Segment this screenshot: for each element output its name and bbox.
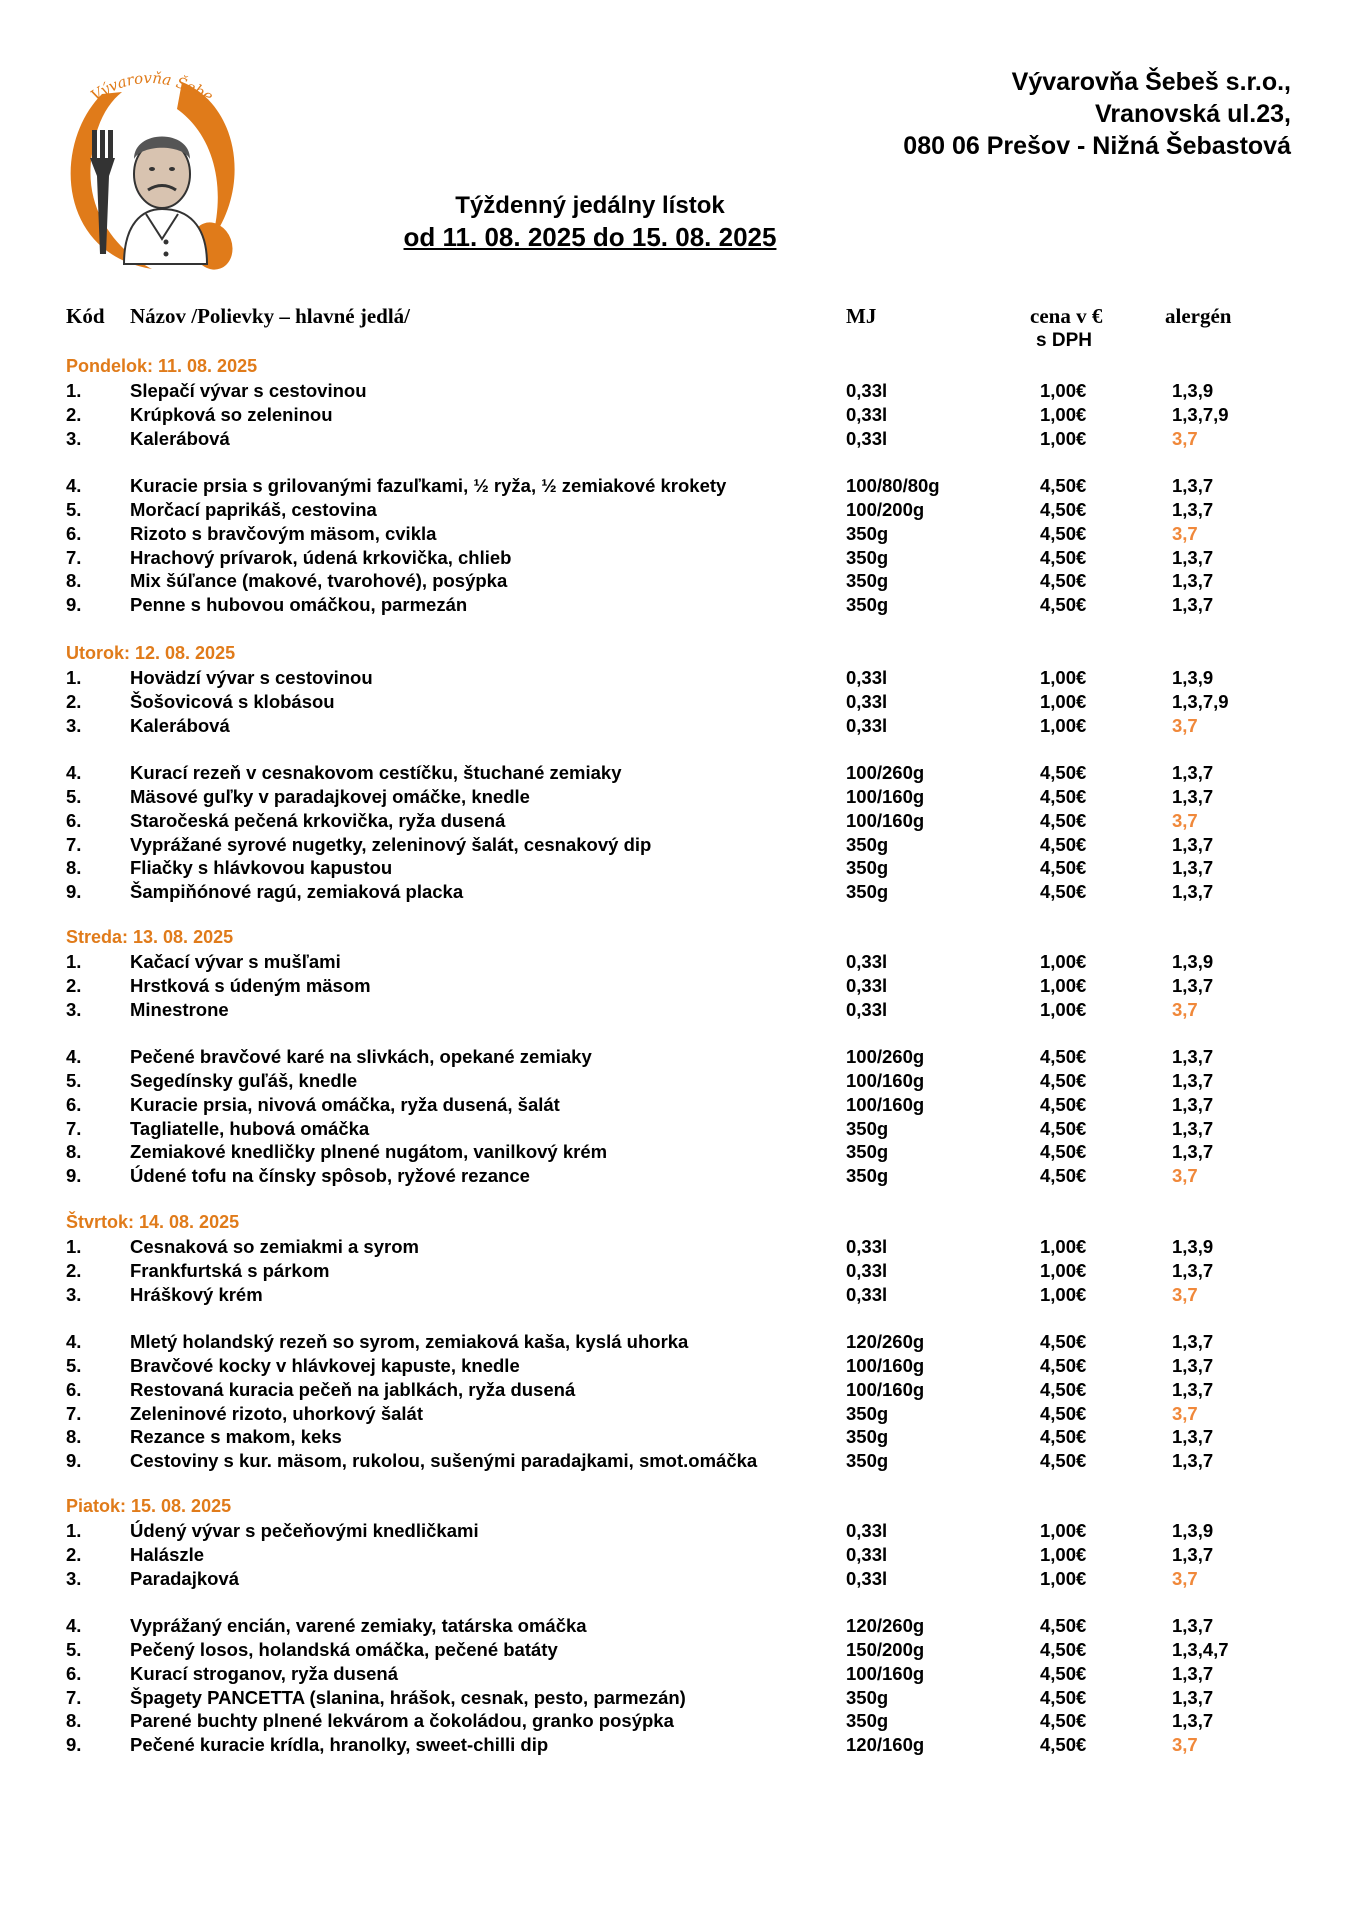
item-number: 9. — [66, 594, 82, 616]
item-number: 2. — [66, 974, 82, 996]
item-number: 2. — [66, 690, 82, 712]
item-allergens: 1,3,7 — [1172, 1141, 1214, 1163]
menu-item-row — [0, 1094, 1357, 1118]
item-price: 1,00€ — [1040, 1520, 1087, 1541]
item-allergens: 1,3,4,7 — [1172, 1639, 1229, 1660]
menu-item-row — [0, 1710, 1357, 1734]
item-unit: 0,33l — [846, 690, 888, 712]
item-allergens: 1,3,9 — [1172, 380, 1214, 401]
item-unit: 350g — [846, 1117, 889, 1139]
menu-item-row — [0, 881, 1357, 905]
item-allergens: 1,3,7 — [1172, 1686, 1214, 1708]
item-price: 1,00€ — [1040, 1567, 1087, 1589]
item-price: 4,50€ — [1040, 570, 1087, 592]
item-name: Údené tofu na čínsky spôsob, ryžové rezance — [130, 1165, 530, 1187]
item-name: Vyprážaný encián, varené zemiaky, tatárska omáčka — [130, 1615, 587, 1637]
item-price: 1,00€ — [1040, 690, 1087, 712]
item-unit: 0,33l — [846, 427, 888, 449]
column-header-code: Kód — [66, 304, 105, 328]
menu-item-row — [0, 380, 1357, 404]
item-allergens: 1,3,7 — [1172, 499, 1214, 520]
item-price: 4,50€ — [1040, 1426, 1087, 1448]
item-price: 4,50€ — [1040, 833, 1087, 855]
item-number: 8. — [66, 1710, 82, 1732]
menu-item-row — [0, 1639, 1357, 1663]
menu-item-row — [0, 1687, 1357, 1711]
item-unit: 100/160g — [846, 1355, 925, 1376]
item-price: 4,50€ — [1040, 762, 1087, 784]
item-name: Rezance s makom, keks — [130, 1426, 342, 1448]
menu-title — [340, 192, 840, 254]
item-name: Kurací rezeň v cesnakovom cestíčku, štuchané zemiaky — [130, 762, 622, 784]
item-allergens: 1,3,7 — [1172, 1662, 1214, 1684]
item-unit: 350g — [846, 1450, 889, 1472]
item-price: 4,50€ — [1040, 499, 1087, 520]
item-name: Segedínsky guľáš, knedle — [130, 1070, 358, 1091]
item-allergens: 1,3,7 — [1172, 833, 1214, 855]
item-number: 7. — [66, 833, 82, 855]
item-name: Parené buchty plnené lekvárom a čokoládou, granko posýpka — [130, 1710, 674, 1732]
item-name: Cesnaková so zemiakmi a syrom — [130, 1236, 419, 1257]
item-number: 8. — [66, 1141, 82, 1163]
day-heading: Pondelok: 11. 08. 2025 — [66, 356, 258, 376]
menu-item-row — [0, 1544, 1357, 1568]
item-number: 8. — [66, 857, 82, 879]
item-name: Údený vývar s pečeňovými knedličkami — [130, 1520, 479, 1541]
column-header-price: cena v € — [1030, 304, 1103, 328]
company-logo — [62, 64, 240, 274]
item-allergens: 1,3,7 — [1172, 762, 1214, 784]
company-address — [903, 66, 1291, 162]
item-unit: 350g — [846, 1426, 889, 1448]
item-price: 1,00€ — [1040, 1543, 1087, 1565]
item-price: 1,00€ — [1040, 1236, 1087, 1257]
company-street: Vranovská ul.23, — [1095, 100, 1291, 128]
item-unit: 0,33l — [846, 1567, 888, 1589]
company-name: Vývarovňa Šebeš s.r.o., — [1011, 68, 1291, 96]
item-price: 4,50€ — [1040, 1686, 1087, 1708]
item-number: 1. — [66, 951, 82, 972]
item-allergens: 3,7 — [1172, 1283, 1198, 1305]
item-number: 1. — [66, 380, 82, 401]
menu-item-row — [0, 594, 1357, 618]
item-number: 9. — [66, 1165, 82, 1187]
menu-item-row — [0, 715, 1357, 739]
item-name: Morčací paprikáš, cestovina — [130, 499, 377, 520]
item-allergens: 1,3,7 — [1172, 594, 1214, 616]
day-heading: Piatok: 15. 08. 2025 — [66, 1496, 232, 1516]
menu-item-row — [0, 1284, 1357, 1308]
item-name: Kurací stroganov, ryža dusená — [130, 1662, 398, 1684]
menu-item-row — [0, 428, 1357, 452]
item-name: Zeleninové rizoto, uhorkový šalát — [130, 1402, 423, 1424]
item-unit: 100/260g — [846, 762, 925, 784]
menu-item-row — [0, 667, 1357, 691]
menu-item-row — [0, 1118, 1357, 1142]
item-name: Fliačky s hlávkovou kapustou — [130, 857, 393, 879]
menu-item-row — [0, 1331, 1357, 1355]
item-allergens: 1,3,9 — [1172, 1520, 1214, 1541]
item-allergens: 1,3,7 — [1172, 857, 1214, 879]
item-name: Kuracie prsia, nivová omáčka, ryža dusená, šalát — [130, 1093, 560, 1115]
item-allergens: 1,3,7,9 — [1172, 403, 1229, 425]
chef-logo-icon — [62, 64, 240, 274]
menu-item-row — [0, 975, 1357, 999]
item-allergens: 1,3,7 — [1172, 1093, 1214, 1115]
menu-date-range: od 11. 08. 2025 do 15. 08. 2025 — [403, 222, 777, 252]
item-name: Paradajková — [130, 1567, 240, 1589]
item-unit: 0,33l — [846, 951, 888, 972]
item-name: Cestoviny s kur. mäsom, rukolou, sušenými paradajkami, smot.omáčka — [130, 1450, 758, 1472]
item-allergens: 1,3,7 — [1172, 1259, 1214, 1281]
item-number: 2. — [66, 1543, 82, 1565]
item-name: Mix šúľance (makové, tvarohové), posýpka — [130, 570, 508, 592]
item-allergens: 3,7 — [1172, 1567, 1198, 1589]
item-number: 3. — [66, 714, 82, 736]
item-allergens: 1,3,7,9 — [1172, 690, 1229, 712]
item-allergens: 1,3,7 — [1172, 881, 1214, 903]
item-name: Zemiakové knedličky plnené nugátom, vanilkový krém — [130, 1141, 608, 1163]
item-number: 7. — [66, 1686, 82, 1708]
item-number: 7. — [66, 1402, 82, 1424]
item-price: 4,50€ — [1040, 881, 1087, 903]
item-price: 4,50€ — [1040, 1710, 1087, 1732]
item-price: 4,50€ — [1040, 1662, 1087, 1684]
item-allergens: 1,3,7 — [1172, 1355, 1214, 1376]
item-allergens: 1,3,7 — [1172, 1331, 1214, 1353]
item-price: 4,50€ — [1040, 1402, 1087, 1424]
menu-item-row — [0, 1355, 1357, 1379]
item-number: 5. — [66, 1639, 82, 1660]
item-name: Kuracie prsia s grilovanými fazuľkami, ½ ryža, ½ zemiakové krokety — [130, 475, 727, 497]
item-unit: 350g — [846, 881, 889, 903]
item-number: 4. — [66, 1615, 82, 1637]
menu-item-row — [0, 857, 1357, 881]
item-number: 3. — [66, 1283, 82, 1305]
item-price: 1,00€ — [1040, 380, 1087, 401]
item-price: 4,50€ — [1040, 786, 1087, 807]
item-allergens: 3,7 — [1172, 1734, 1198, 1756]
item-unit: 0,33l — [846, 1283, 888, 1305]
item-unit: 0,33l — [846, 714, 888, 736]
item-unit: 350g — [846, 522, 889, 544]
item-name: Mäsové guľky v paradajkovej omáčke, knedle — [130, 786, 530, 807]
item-unit: 0,33l — [846, 667, 888, 688]
item-number: 6. — [66, 1378, 82, 1400]
item-price: 4,50€ — [1040, 1734, 1087, 1756]
item-name: Rizoto s bravčovým mäsom, cvikla — [130, 522, 437, 544]
item-unit: 120/260g — [846, 1331, 925, 1353]
item-name: Staročeská pečená krkovička, ryža dusená — [130, 809, 506, 831]
item-price: 1,00€ — [1040, 667, 1087, 688]
day-heading: Utorok: 12. 08. 2025 — [66, 643, 236, 663]
item-price: 4,50€ — [1040, 1093, 1087, 1115]
item-price: 4,50€ — [1040, 594, 1087, 616]
item-price: 4,50€ — [1040, 1331, 1087, 1353]
item-name: Kalerábová — [130, 714, 230, 736]
item-name: Minestrone — [130, 998, 229, 1020]
item-unit: 100/160g — [846, 809, 925, 831]
item-name: Slepačí vývar s cestovinou — [130, 380, 367, 401]
menu-item-row — [0, 1046, 1357, 1070]
item-number: 3. — [66, 998, 82, 1020]
item-number: 5. — [66, 1355, 82, 1376]
item-unit: 100/260g — [846, 1046, 925, 1068]
item-price: 4,50€ — [1040, 1639, 1087, 1660]
item-unit: 350g — [846, 570, 889, 592]
menu-title-main: Týždenný jedálny lístok — [455, 192, 725, 219]
item-number: 9. — [66, 1450, 82, 1472]
item-unit: 0,33l — [846, 1236, 888, 1257]
menu-item-row — [0, 1379, 1357, 1403]
menu-item-row — [0, 762, 1357, 786]
item-price: 4,50€ — [1040, 1450, 1087, 1472]
item-name: Špagety PANCETTA (slanina, hrášok, cesnak, pesto, parmezán) — [130, 1686, 686, 1708]
item-price: 1,00€ — [1040, 714, 1087, 736]
menu-item-row — [0, 1260, 1357, 1284]
item-number: 6. — [66, 1662, 82, 1684]
item-price: 4,50€ — [1040, 1378, 1087, 1400]
item-allergens: 1,3,7 — [1172, 1710, 1214, 1732]
item-unit: 120/160g — [846, 1734, 925, 1756]
item-unit: 100/160g — [846, 1070, 925, 1091]
item-price: 4,50€ — [1040, 1070, 1087, 1091]
item-number: 9. — [66, 1734, 82, 1756]
item-name: Šošovicová s klobásou — [130, 690, 335, 712]
item-number: 2. — [66, 403, 82, 425]
item-name: Kačací vývar s mušľami — [130, 951, 341, 972]
menu-item-row — [0, 810, 1357, 834]
menu-item-row — [0, 499, 1357, 523]
item-unit: 100/160g — [846, 1662, 925, 1684]
item-unit: 350g — [846, 857, 889, 879]
item-allergens: 1,3,7 — [1172, 1378, 1214, 1400]
item-number: 8. — [66, 1426, 82, 1448]
item-price: 4,50€ — [1040, 1615, 1087, 1637]
item-number: 9. — [66, 881, 82, 903]
item-number: 7. — [66, 546, 82, 568]
item-allergens: 1,3,7 — [1172, 1117, 1214, 1139]
menu-item-row — [0, 786, 1357, 810]
item-unit: 120/260g — [846, 1615, 925, 1637]
item-unit: 100/160g — [846, 1093, 925, 1115]
item-name: Šampiňónové ragú, zemiaková placka — [130, 881, 464, 903]
item-allergens: 1,3,7 — [1172, 1070, 1214, 1091]
menu-item-row — [0, 1426, 1357, 1450]
item-number: 4. — [66, 1331, 82, 1353]
item-unit: 0,33l — [846, 1520, 888, 1541]
menu-item-row — [0, 1520, 1357, 1544]
company-city: 080 06 Prešov - Nižná Šebastová — [903, 132, 1291, 160]
item-unit: 350g — [846, 1141, 889, 1163]
menu-item-row — [0, 999, 1357, 1023]
item-name: Hráškový krém — [130, 1283, 263, 1305]
item-price: 4,50€ — [1040, 1046, 1087, 1068]
item-allergens: 1,3,7 — [1172, 1615, 1214, 1637]
item-price: 4,50€ — [1040, 475, 1087, 497]
item-price: 4,50€ — [1040, 522, 1087, 544]
item-unit: 350g — [846, 546, 889, 568]
item-unit: 0,33l — [846, 1543, 888, 1565]
logo-arc-text: Vývarovňa Šebe — [87, 68, 217, 106]
menu-item-row — [0, 1734, 1357, 1758]
item-name: Vyprážané syrové nugetky, zeleninový šalát, cesnakový dip — [130, 833, 652, 855]
item-allergens: 1,3,7 — [1172, 786, 1214, 807]
column-header-name: Názov /Polievky – hlavné jedlá/ — [130, 304, 410, 328]
item-price: 1,00€ — [1040, 974, 1087, 996]
item-allergens: 3,7 — [1172, 998, 1198, 1020]
item-price: 1,00€ — [1040, 998, 1087, 1020]
menu-item-row — [0, 570, 1357, 594]
menu-item-row — [0, 523, 1357, 547]
item-number: 4. — [66, 475, 82, 497]
day-heading: Štvrtok: 14. 08. 2025 — [66, 1212, 240, 1232]
item-price: 1,00€ — [1040, 427, 1087, 449]
item-name: Penne s hubovou omáčkou, parmezán — [130, 594, 468, 616]
menu-item-row — [0, 1236, 1357, 1260]
item-name: Pečené kuracie krídla, hranolky, sweet-chilli dip — [130, 1734, 549, 1756]
item-name: Bravčové kocky v hlávkovej kapuste, knedle — [130, 1355, 520, 1376]
item-allergens: 1,3,7 — [1172, 546, 1214, 568]
item-number: 4. — [66, 1046, 82, 1068]
item-allergens: 3,7 — [1172, 522, 1198, 544]
item-allergens: 1,3,7 — [1172, 1046, 1214, 1068]
item-name: Hovädzí vývar s cestovinou — [130, 667, 373, 688]
item-allergens: 1,3,7 — [1172, 1426, 1214, 1448]
item-number: 5. — [66, 499, 82, 520]
day-heading: Streda: 13. 08. 2025 — [66, 927, 234, 947]
item-number: 4. — [66, 762, 82, 784]
item-number: 2. — [66, 1259, 82, 1281]
menu-item-row — [0, 834, 1357, 858]
item-allergens: 1,3,7 — [1172, 974, 1214, 996]
item-name: Krúpková so zeleninou — [130, 403, 333, 425]
item-unit: 0,33l — [846, 1259, 888, 1281]
item-allergens: 3,7 — [1172, 1165, 1198, 1187]
item-unit: 100/160g — [846, 1378, 925, 1400]
item-price: 4,50€ — [1040, 546, 1087, 568]
column-header-mj: MJ — [846, 304, 877, 328]
item-unit: 350g — [846, 1402, 889, 1424]
item-allergens: 1,3,9 — [1172, 951, 1214, 972]
menu-item-row — [0, 691, 1357, 715]
item-number: 8. — [66, 570, 82, 592]
menu-item-row — [0, 1615, 1357, 1639]
item-name: Hrachový prívarok, údená krkovička, chlieb — [130, 546, 512, 568]
item-unit: 100/80/80g — [846, 475, 940, 497]
item-allergens: 1,3,9 — [1172, 667, 1214, 688]
item-price: 1,00€ — [1040, 1259, 1087, 1281]
item-number: 3. — [66, 427, 82, 449]
item-name: Tagliatelle, hubová omáčka — [130, 1117, 370, 1139]
item-allergens: 1,3,7 — [1172, 570, 1214, 592]
menu-item-row — [0, 951, 1357, 975]
menu-item-row — [0, 1663, 1357, 1687]
menu-item-row — [0, 404, 1357, 428]
item-name: Mletý holandský rezeň so syrom, zemiaková kaša, kyslá uhorka — [130, 1331, 689, 1353]
item-price: 4,50€ — [1040, 1141, 1087, 1163]
item-name: Halászle — [130, 1543, 205, 1565]
item-unit: 150/200g — [846, 1639, 925, 1660]
item-number: 6. — [66, 809, 82, 831]
menu-item-row — [0, 547, 1357, 571]
item-unit: 0,33l — [846, 998, 888, 1020]
item-allergens: 1,3,7 — [1172, 475, 1214, 497]
item-number: 1. — [66, 1236, 82, 1257]
item-price: 4,50€ — [1040, 809, 1087, 831]
menu-item-row — [0, 1450, 1357, 1474]
item-name: Hrstková s údeným mäsom — [130, 974, 371, 996]
item-price: 4,50€ — [1040, 1355, 1087, 1376]
item-unit: 100/200g — [846, 499, 925, 520]
item-price: 1,00€ — [1040, 951, 1087, 972]
item-name: Pečený losos, holandská omáčka, pečené batáty — [130, 1639, 558, 1660]
item-name: Frankfurtská s párkom — [130, 1259, 330, 1281]
item-number: 3. — [66, 1567, 82, 1589]
item-allergens: 3,7 — [1172, 1402, 1198, 1424]
item-number: 1. — [66, 667, 82, 688]
item-allergens: 3,7 — [1172, 809, 1198, 831]
item-price: 4,50€ — [1040, 857, 1087, 879]
menu-item-row — [0, 1403, 1357, 1427]
item-number: 6. — [66, 1093, 82, 1115]
item-unit: 350g — [846, 1165, 889, 1187]
item-unit: 100/160g — [846, 786, 925, 807]
item-name: Kalerábová — [130, 427, 230, 449]
item-number: 5. — [66, 1070, 82, 1091]
item-number: 7. — [66, 1117, 82, 1139]
menu-item-row — [0, 1141, 1357, 1165]
item-allergens: 3,7 — [1172, 714, 1198, 736]
item-unit: 350g — [846, 1710, 889, 1732]
item-price: 1,00€ — [1040, 1283, 1087, 1305]
item-price: 1,00€ — [1040, 403, 1087, 425]
item-allergens: 1,3,7 — [1172, 1450, 1214, 1472]
item-name: Pečené bravčové karé na slivkách, opekané zemiaky — [130, 1046, 592, 1068]
item-unit: 350g — [846, 1686, 889, 1708]
item-unit: 0,33l — [846, 403, 888, 425]
item-unit: 350g — [846, 594, 889, 616]
item-unit: 0,33l — [846, 974, 888, 996]
menu-item-row — [0, 1568, 1357, 1592]
item-number: 5. — [66, 786, 82, 807]
item-unit: 350g — [846, 833, 889, 855]
menu-item-row — [0, 1165, 1357, 1189]
item-name: Restovaná kuracia pečeň na jablkách, ryža dusená — [130, 1378, 576, 1400]
column-header-allergen: alergén — [1165, 304, 1232, 328]
item-number: 1. — [66, 1520, 82, 1541]
item-unit: 0,33l — [846, 380, 888, 401]
item-allergens: 1,3,7 — [1172, 1543, 1214, 1565]
item-price: 4,50€ — [1040, 1165, 1087, 1187]
item-allergens: 3,7 — [1172, 427, 1198, 449]
item-price: 4,50€ — [1040, 1117, 1087, 1139]
item-allergens: 1,3,9 — [1172, 1236, 1214, 1257]
menu-item-row — [0, 475, 1357, 499]
column-header-price-sub: s DPH — [1036, 330, 1092, 351]
item-number: 6. — [66, 522, 82, 544]
menu-item-row — [0, 1070, 1357, 1094]
